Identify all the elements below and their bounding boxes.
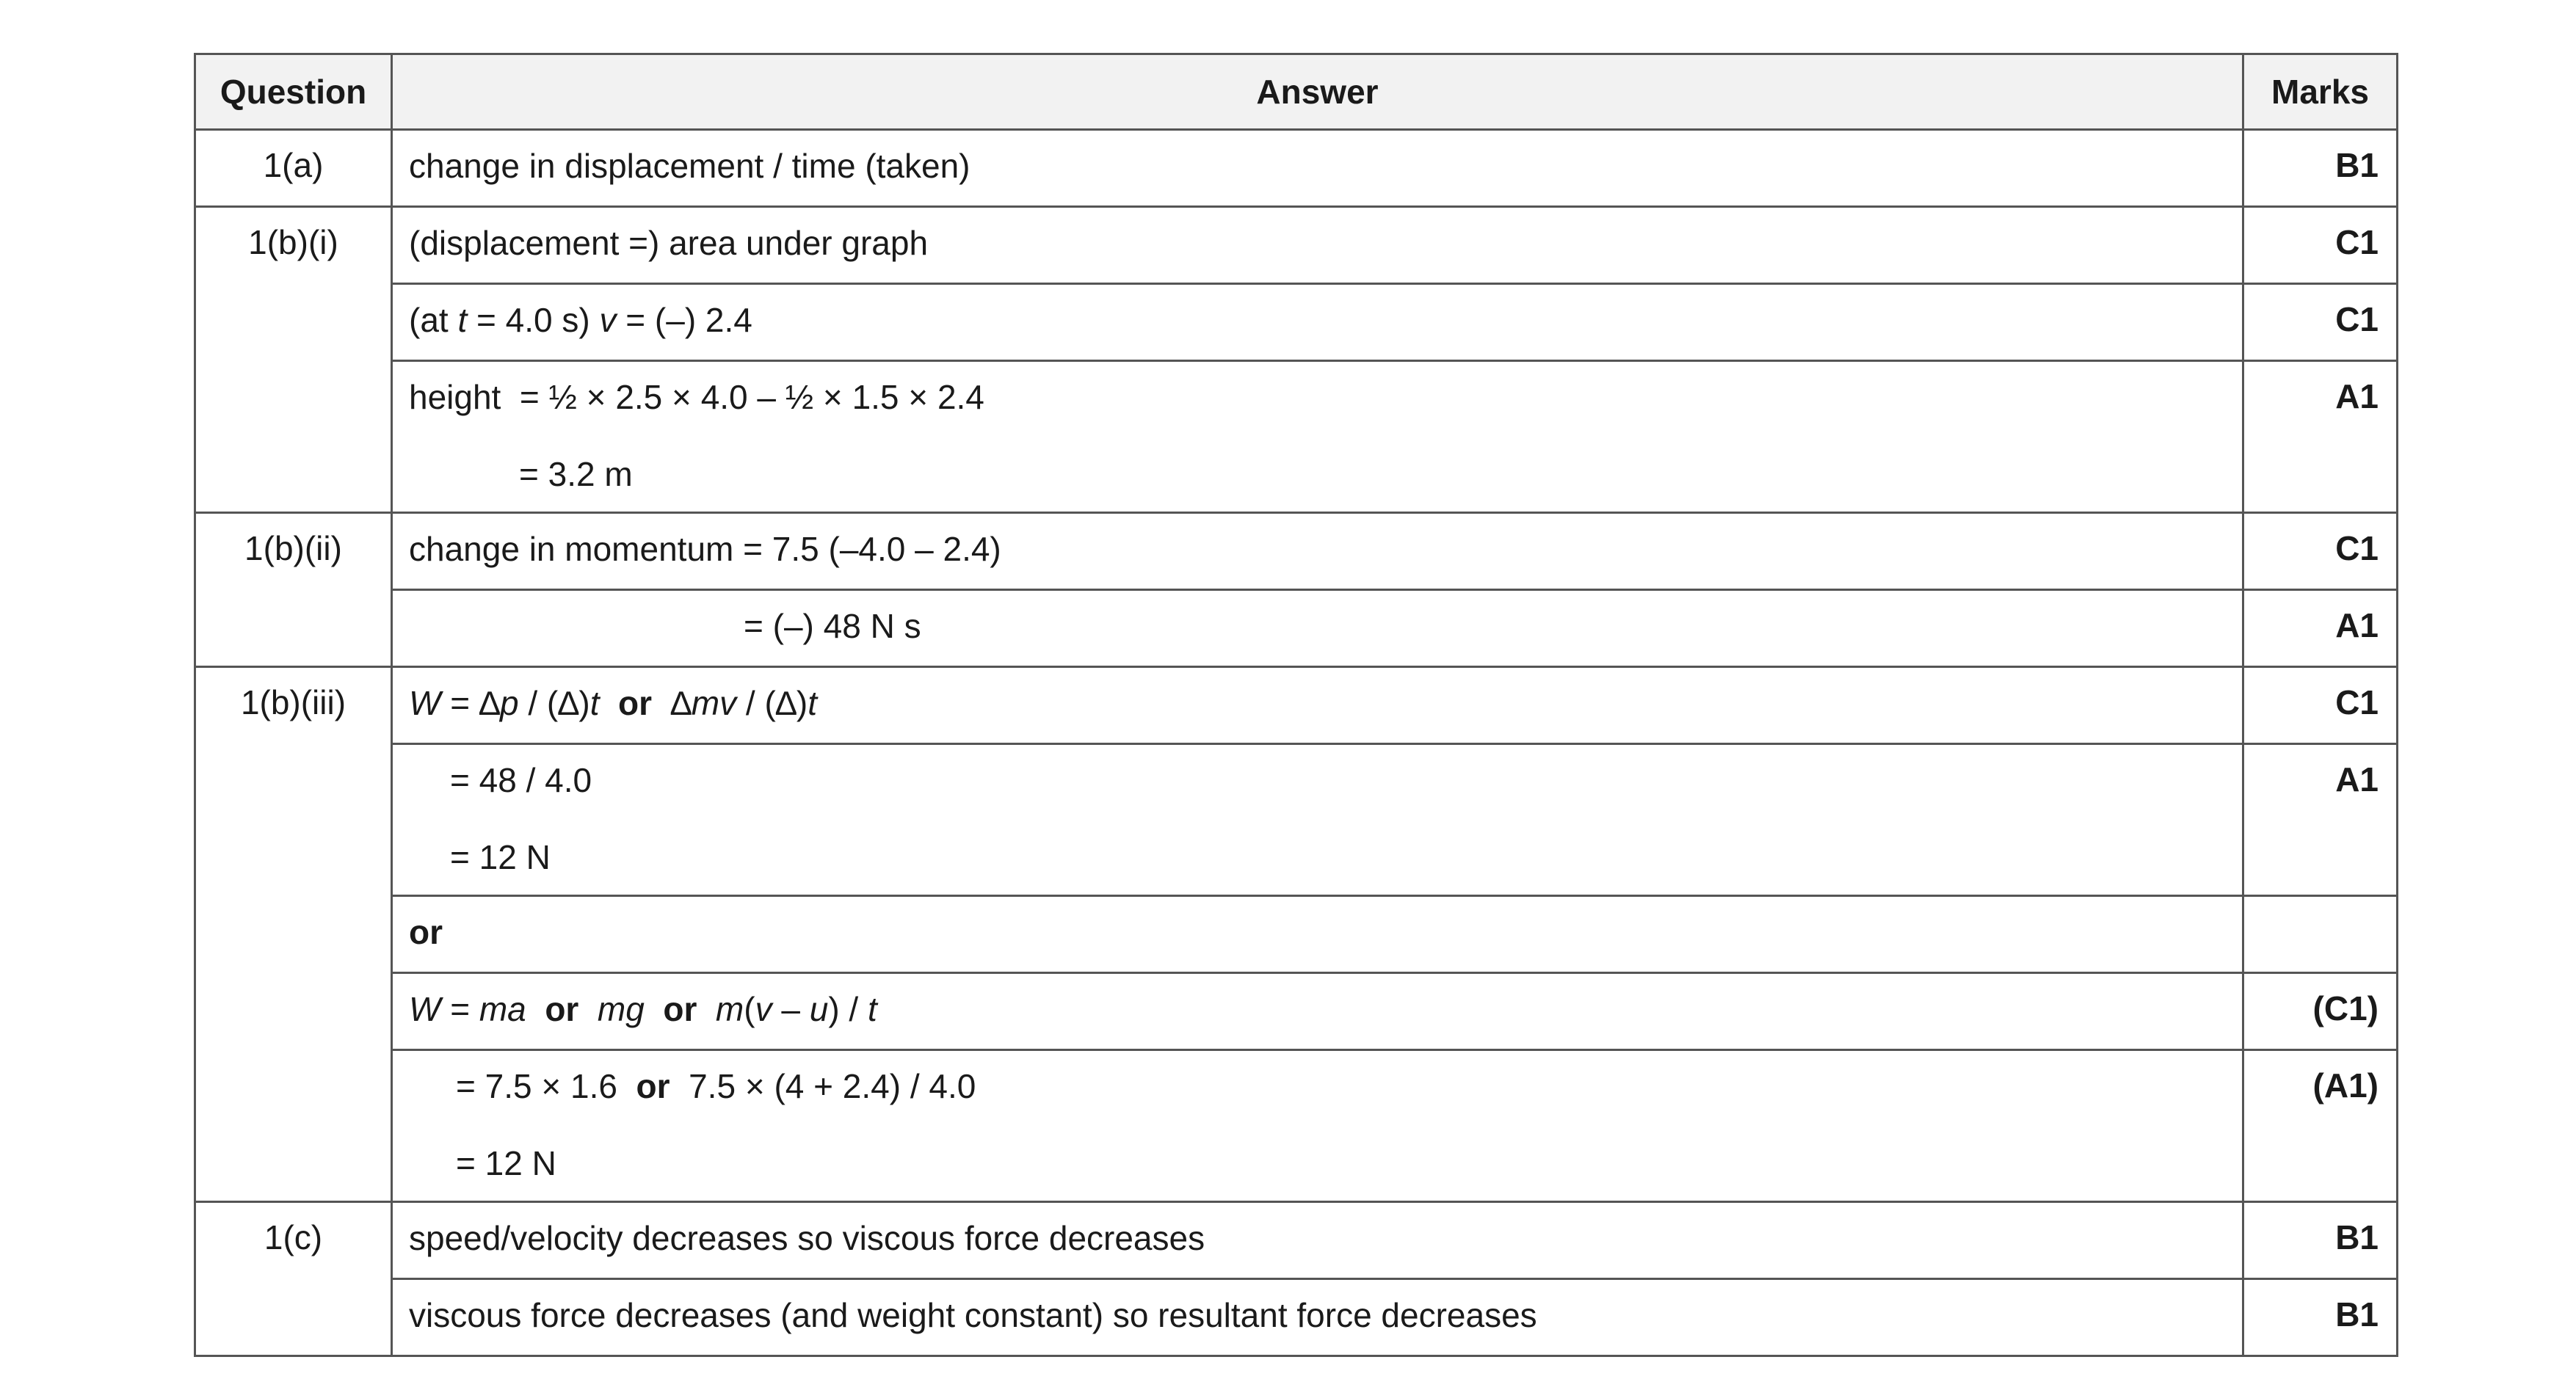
question-cell: 1(b)(iii) xyxy=(195,667,392,1202)
table-row xyxy=(195,896,2398,973)
marks-cell: C1 xyxy=(2243,513,2398,590)
text-span: = (–) 2.4 xyxy=(616,301,752,339)
answer-line xyxy=(409,668,2226,743)
symbol-u: u xyxy=(809,990,829,1028)
text-span: = xyxy=(440,990,479,1028)
marks-cell: A1 xyxy=(2243,744,2398,896)
symbol-mg: mg xyxy=(597,990,645,1028)
answer-line xyxy=(409,285,2226,360)
mark-scheme xyxy=(194,53,2396,1357)
table-row xyxy=(195,590,2398,667)
symbol-t: t xyxy=(808,684,818,722)
text-span: = 4.0 s) xyxy=(467,301,600,339)
header-row xyxy=(195,54,2398,130)
question-cell: 1(a) xyxy=(195,130,392,207)
marks-cell: C1 xyxy=(2243,207,2398,284)
marks-cell: (A1) xyxy=(2243,1050,2398,1202)
marks-cell: B1 xyxy=(2243,1279,2398,1356)
question-cell: 1(b)(i) xyxy=(195,207,392,513)
answer-cell xyxy=(392,1279,2243,1356)
text-span: (at xyxy=(409,301,458,339)
answer-cell xyxy=(392,130,2243,207)
text-span: ∆ xyxy=(670,684,692,722)
answer-cell xyxy=(392,361,2243,513)
answer-line: = 12 N xyxy=(456,1144,556,1182)
answer-line: speed/velocity decreases so viscous force decreases xyxy=(409,1219,1205,1257)
marks-cell: C1 xyxy=(2243,284,2398,361)
text-span: = 7.5 × 1.6 xyxy=(456,1067,617,1105)
answer-line: (displacement =) area under graph xyxy=(409,224,929,262)
text-span: ( xyxy=(744,990,755,1028)
answer-line: viscous force decreases (and weight constant) so resultant force decreases xyxy=(409,1296,1537,1334)
mark-scheme-table xyxy=(194,53,2398,1357)
symbol-m: m xyxy=(715,990,744,1028)
answer-cell xyxy=(392,513,2243,590)
marks-cell: A1 xyxy=(2243,590,2398,667)
or-keyword: or xyxy=(526,990,598,1028)
text-span: – xyxy=(772,990,810,1028)
table-row xyxy=(195,1050,2398,1202)
answer-line: change in momentum = 7.5 (–4.0 – 2.4) xyxy=(409,530,1001,568)
answer-cell xyxy=(392,590,2243,667)
table-row xyxy=(195,1202,2398,1279)
question-header: Question xyxy=(195,54,392,130)
answer-cell xyxy=(392,207,2243,284)
table-row xyxy=(195,130,2398,207)
or-keyword: or xyxy=(599,684,671,722)
answer-line xyxy=(409,974,2226,1049)
answer-cell xyxy=(392,284,2243,361)
symbol-p: p xyxy=(500,684,519,722)
table-row xyxy=(195,744,2398,896)
symbol-v: v xyxy=(755,990,772,1028)
answer-cell xyxy=(392,1050,2243,1202)
table-row xyxy=(195,513,2398,590)
answer-line: = (–) 48 N s xyxy=(744,607,921,645)
table-row xyxy=(195,667,2398,744)
marks-cell: A1 xyxy=(2243,361,2398,513)
table-row xyxy=(195,973,2398,1050)
answer-cell xyxy=(392,896,2243,973)
marks-header: Marks xyxy=(2243,54,2398,130)
answer-line: = 48 / 4.0 xyxy=(450,761,592,799)
text-span: / (∆) xyxy=(736,684,808,722)
text-span: 7.5 × (4 + 2.4) / 4.0 xyxy=(689,1067,976,1105)
symbol-W: W xyxy=(409,684,441,722)
text-span: = ∆ xyxy=(440,684,500,722)
answer-line: = 12 N xyxy=(450,838,551,876)
text-span: ) / xyxy=(828,990,868,1028)
symbol-ma: ma xyxy=(479,990,526,1028)
or-keyword: or xyxy=(617,1067,689,1105)
symbol-W: W xyxy=(409,990,441,1028)
symbol-mv: mv xyxy=(691,684,737,722)
answer-header: Answer xyxy=(392,54,2243,130)
symbol-t: t xyxy=(868,990,877,1028)
symbol-t: t xyxy=(589,684,600,722)
marks-cell: C1 xyxy=(2243,667,2398,744)
marks-cell: (C1) xyxy=(2243,973,2398,1050)
answer-line: change in displacement / time (taken) xyxy=(409,147,970,185)
answer-cell xyxy=(392,973,2243,1050)
table-row xyxy=(195,1279,2398,1356)
marks-cell: B1 xyxy=(2243,130,2398,207)
table-row xyxy=(195,361,2398,513)
answer-cell xyxy=(392,667,2243,744)
table-row xyxy=(195,207,2398,284)
table-row xyxy=(195,284,2398,361)
question-cell: 1(b)(ii) xyxy=(195,513,392,667)
marks-cell xyxy=(2243,896,2398,973)
text-span: / (∆) xyxy=(518,684,590,722)
marks-cell: B1 xyxy=(2243,1202,2398,1279)
symbol-t: t xyxy=(457,301,468,339)
or-divider: or xyxy=(409,913,443,951)
answer-line: height = ½ × 2.5 × 4.0 – ½ × 1.5 × 2.4 xyxy=(409,378,984,416)
answer-line xyxy=(409,1051,2226,1126)
or-keyword: or xyxy=(644,990,716,1028)
answer-cell xyxy=(392,1202,2243,1279)
symbol-v: v xyxy=(599,301,617,339)
answer-line: = 3.2 m xyxy=(519,455,633,493)
answer-cell xyxy=(392,744,2243,896)
question-cell: 1(c) xyxy=(195,1202,392,1356)
